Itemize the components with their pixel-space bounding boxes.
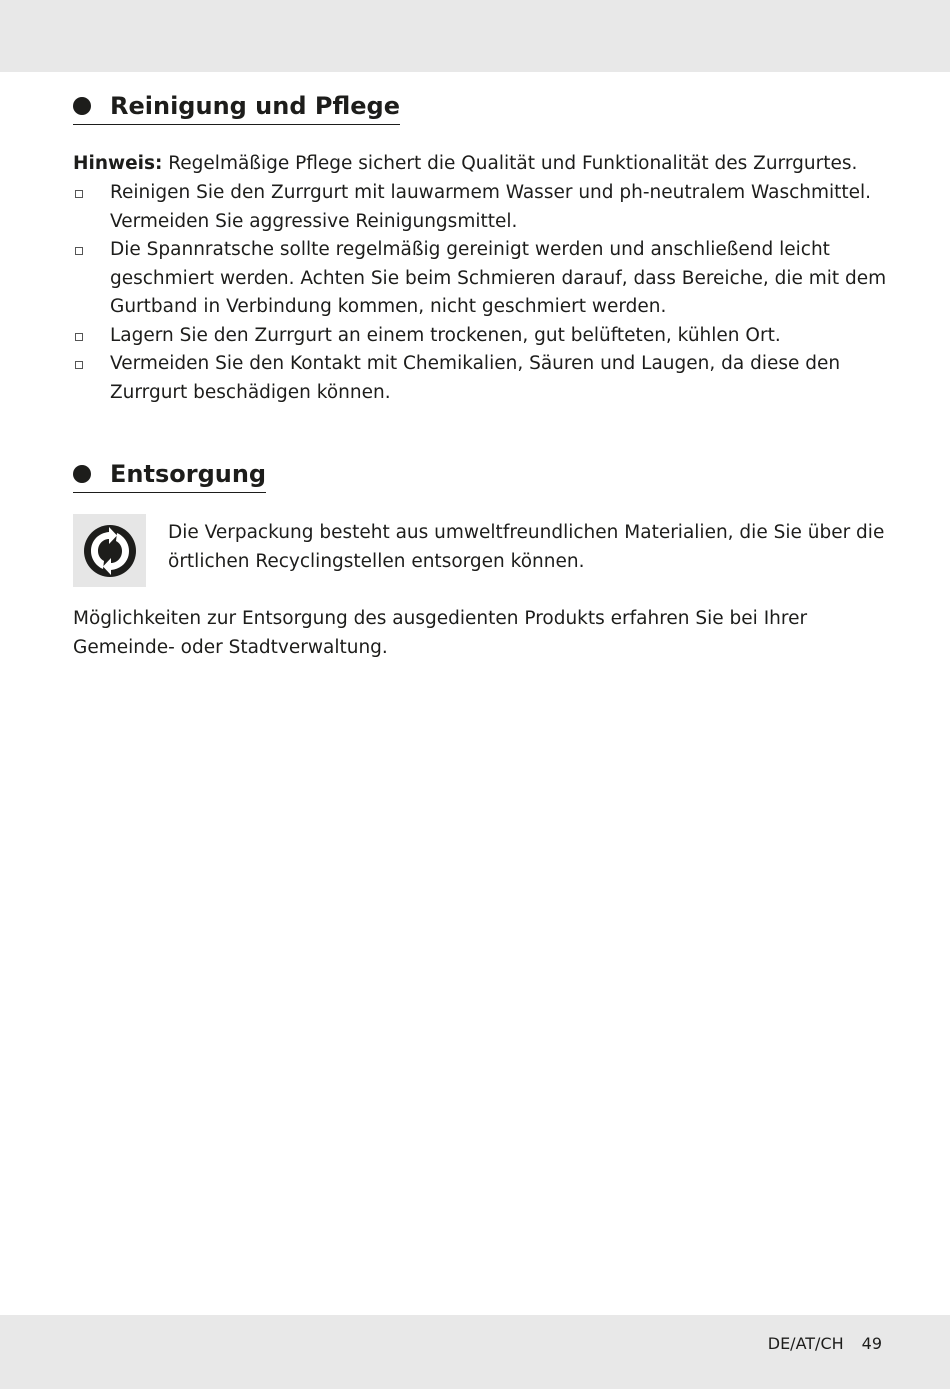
recycling-row: [73, 514, 893, 587]
bullet-dot-icon: [73, 97, 91, 115]
checkbox-square-icon: [75, 190, 83, 198]
page-number: 49: [861, 1334, 882, 1353]
footer-region: DE/AT/CH: [767, 1334, 844, 1353]
bullet-dot-icon: [73, 465, 91, 483]
care-list: [73, 179, 888, 407]
checkbox-square-icon: [75, 333, 83, 341]
recycling-text: Die Verpackung besteht aus umweltfreundlichen Materialien, die Sie über die örtlichen Recyclingstellen entsorgen können.: [168, 522, 885, 572]
note-paragraph: [73, 150, 883, 179]
top-band: [0, 0, 950, 72]
note-text: Regelmäßige Pflege sichert die Qualität und Funktionalität des Zurrgurtes.: [162, 153, 858, 174]
checkbox-square-icon: [75, 361, 83, 369]
list-item: Vermeiden Sie den Kontakt mit Chemikalien, Säuren und Laugen, da diese den Zurrgurt beschädigen können.: [73, 350, 888, 407]
list-item: Die Spannratsche sollte regelmäßig gereinigt werden und anschließend leicht geschmiert werden. Achten Sie beim Schmieren darauf, dass Bereiche, die mit dem Gurtband in Verbindung kommen, nicht geschmiert werden.: [73, 236, 888, 322]
disposal-paragraph: Möglichkeiten zur Entsorgung des ausgedienten Produkts erfahren Sie bei Ihrer Gemeinde- oder Stadtverwaltung.: [73, 608, 808, 658]
section-heading-disposal: [73, 458, 266, 493]
recycling-symbol-icon: [82, 523, 138, 579]
checkbox-square-icon: [75, 247, 83, 255]
note-label: Hinweis:: [73, 153, 163, 174]
list-item: Lagern Sie den Zurrgurt an einem trockenen, gut belüfteten, kühlen Ort.: [73, 322, 888, 351]
green-dot-recycling-icon: [73, 514, 146, 587]
list-item: Reinigen Sie den Zurrgurt mit lauwarmem Wasser und ph-neutralem Waschmittel. Vermeiden Sie aggressive Reinigungsmittel.: [73, 179, 888, 236]
section-title: Reinigung und Pflege: [110, 92, 401, 120]
section-title: Entsorgung: [110, 460, 267, 488]
section-heading-cleaning: [73, 90, 400, 125]
footer: [768, 1334, 882, 1353]
